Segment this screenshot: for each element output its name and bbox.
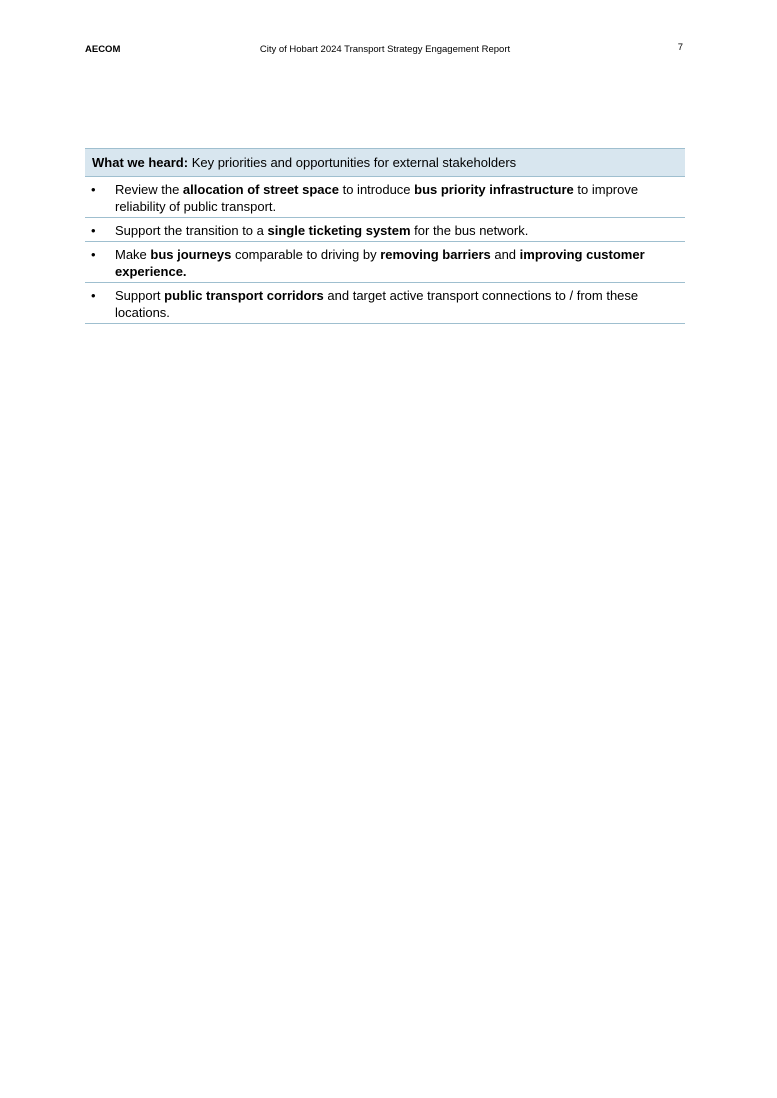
list-item: [85, 242, 685, 283]
emphasis-text: improving customer experience.: [115, 247, 645, 279]
emphasis-text: public transport corridors: [164, 288, 324, 303]
bullet-icon: •: [91, 247, 96, 262]
emphasis-text: bus journeys: [150, 247, 232, 262]
what-we-heard-box: [85, 148, 685, 324]
bullet-icon: •: [91, 288, 96, 303]
body-text: and: [490, 247, 520, 262]
body-text: comparable to driving by: [231, 247, 381, 262]
emphasis-text: allocation of street space: [182, 182, 339, 197]
bullet-list: [85, 177, 685, 324]
body-text: and target active transport connections to / from these locations.: [115, 288, 639, 320]
box-title-text: Key priorities and opportunities for external stakeholders: [188, 155, 517, 170]
list-item-text: [115, 182, 638, 214]
body-text: Make: [115, 247, 151, 262]
list-item: [85, 177, 685, 218]
page-number: 7: [677, 42, 683, 53]
list-item-text: [115, 247, 645, 279]
page-header: [85, 44, 685, 58]
emphasis-text: single ticketing system: [267, 223, 411, 238]
list-item: [85, 218, 685, 242]
body-text: to improve reliability of public transport.: [115, 182, 639, 214]
bullet-icon: •: [91, 182, 96, 197]
list-item-text: [115, 223, 528, 238]
box-title-label: What we heard:: [92, 155, 189, 170]
body-text: for the bus network.: [410, 223, 529, 238]
emphasis-text: bus priority infrastructure: [414, 182, 574, 197]
body-text: to introduce: [338, 182, 415, 197]
body-text: Support: [115, 288, 165, 303]
list-item: [85, 283, 685, 324]
body-text: Review the: [115, 182, 183, 197]
box-title: [85, 148, 685, 177]
emphasis-text: removing barriers: [380, 247, 491, 262]
bullet-icon: •: [91, 223, 96, 238]
list-item-text: [115, 288, 638, 320]
company-name: AECOM: [85, 44, 121, 55]
document-title: City of Hobart 2024 Transport Strategy Engagement Report: [259, 44, 511, 55]
body-text: Support the transition to a: [115, 223, 268, 238]
